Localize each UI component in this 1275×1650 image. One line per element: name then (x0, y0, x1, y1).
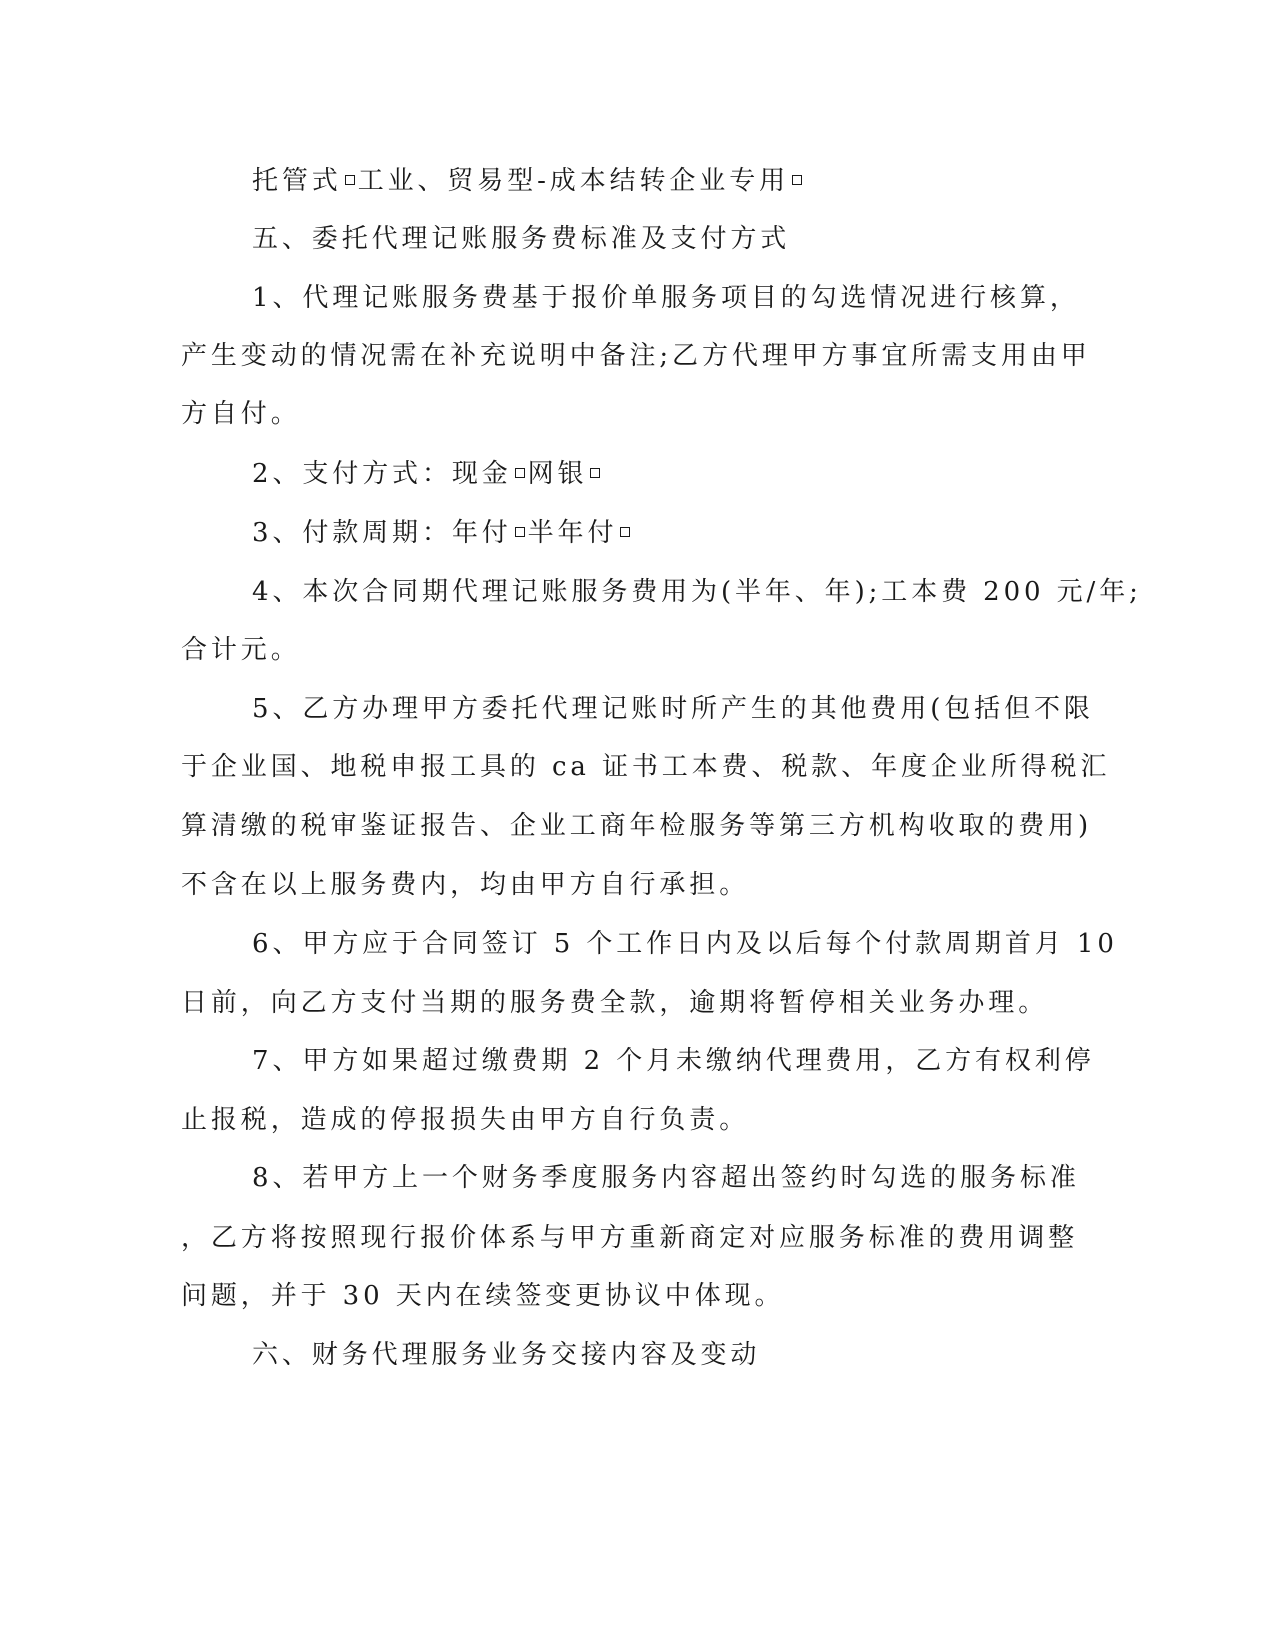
line-text: 8、若甲方上一个财务季度服务内容超出签约时勾选的服务标准 (252, 1163, 1080, 1193)
paragraph-line (181, 1278, 784, 1314)
line-text: 算清缴的税审鉴证报告、企业工商年检服务等第三方机构收取的费用) (181, 811, 1093, 841)
line-text: 六、财务代理服务业务交接内容及变动 (252, 1340, 761, 1370)
line-text: ，乙方将按照现行报价体系与甲方重新商定对应服务标准的费用调整 (181, 1223, 1079, 1253)
line-text: 方自付。 (181, 399, 301, 429)
paragraph-line (252, 280, 1080, 316)
line-text: 7、甲方如果超过缴费期 2 个月未缴纳代理费用，乙方有权利停 (252, 1046, 1095, 1076)
line-text: 1、代理记账服务费基于报价单服务项目的勾选情况进行核算， (252, 283, 1080, 313)
paragraph-line (252, 163, 805, 199)
paragraph-line (252, 926, 1118, 962)
line-text: 网银 (527, 459, 588, 489)
paragraph-line (252, 456, 603, 492)
paragraph-line (181, 1102, 749, 1138)
paragraph-line (181, 749, 1110, 785)
paragraph-line (181, 808, 1092, 844)
checkbox-icon (515, 468, 525, 478)
line-text: 2、支付方式：现金 (252, 459, 512, 489)
paragraph-line (181, 396, 301, 432)
checkbox-icon (515, 527, 525, 537)
checkbox-icon (345, 175, 355, 185)
line-text: 4、本次合同期代理记账服务费用为(半年、年);工本费 200 元/年; (252, 577, 1142, 607)
paragraph-line (252, 515, 633, 551)
paragraph-line (181, 338, 1091, 374)
line-text: 3、付款周期：年付 (252, 518, 512, 548)
line-text: 托管式 (252, 166, 342, 196)
paragraph-line (181, 985, 1048, 1021)
line-text: 产生变动的情况需在补充说明中备注;乙方代理甲方事宜所需支用由甲 (181, 341, 1091, 371)
line-text: 5、乙方办理甲方委托代理记账时所产生的其他费用(包括但不限 (252, 694, 1094, 724)
paragraph-line (252, 1337, 760, 1373)
paragraph-line (252, 574, 1142, 610)
checkbox-icon (590, 468, 600, 478)
line-text: 日前，向乙方支付当期的服务费全款，逾期将暂停相关业务办理。 (181, 988, 1049, 1018)
line-text: 止报税，造成的停报损失由甲方自行负责。 (181, 1105, 750, 1135)
line-text: 工业、贸易型-成本结转企业专用 (357, 166, 789, 196)
line-text: 五、委托代理记账服务费标准及支付方式 (252, 224, 791, 254)
paragraph-line (252, 1160, 1080, 1196)
checkbox-icon (620, 527, 630, 537)
line-text: 半年付 (527, 518, 618, 548)
paragraph-line (181, 867, 749, 903)
paragraph-line (252, 691, 1094, 727)
paragraph-line (252, 1043, 1095, 1079)
line-text: 于企业国、地税申报工具的 ca 证书工本费、税款、年度企业所得税汇 (181, 752, 1111, 782)
line-text: 问题，并于 30 天内在续签变更协议中体现。 (181, 1281, 785, 1311)
paragraph-line (181, 632, 301, 668)
checkbox-icon (792, 175, 802, 185)
line-text: 合计元。 (181, 635, 301, 665)
line-text: 6、甲方应于合同签订 5 个工作日内及以后每个付款周期首月 10 (252, 929, 1118, 959)
paragraph-line (252, 221, 790, 257)
paragraph-line (181, 1220, 1078, 1256)
line-text: 不含在以上服务费内，均由甲方自行承担。 (181, 870, 750, 900)
